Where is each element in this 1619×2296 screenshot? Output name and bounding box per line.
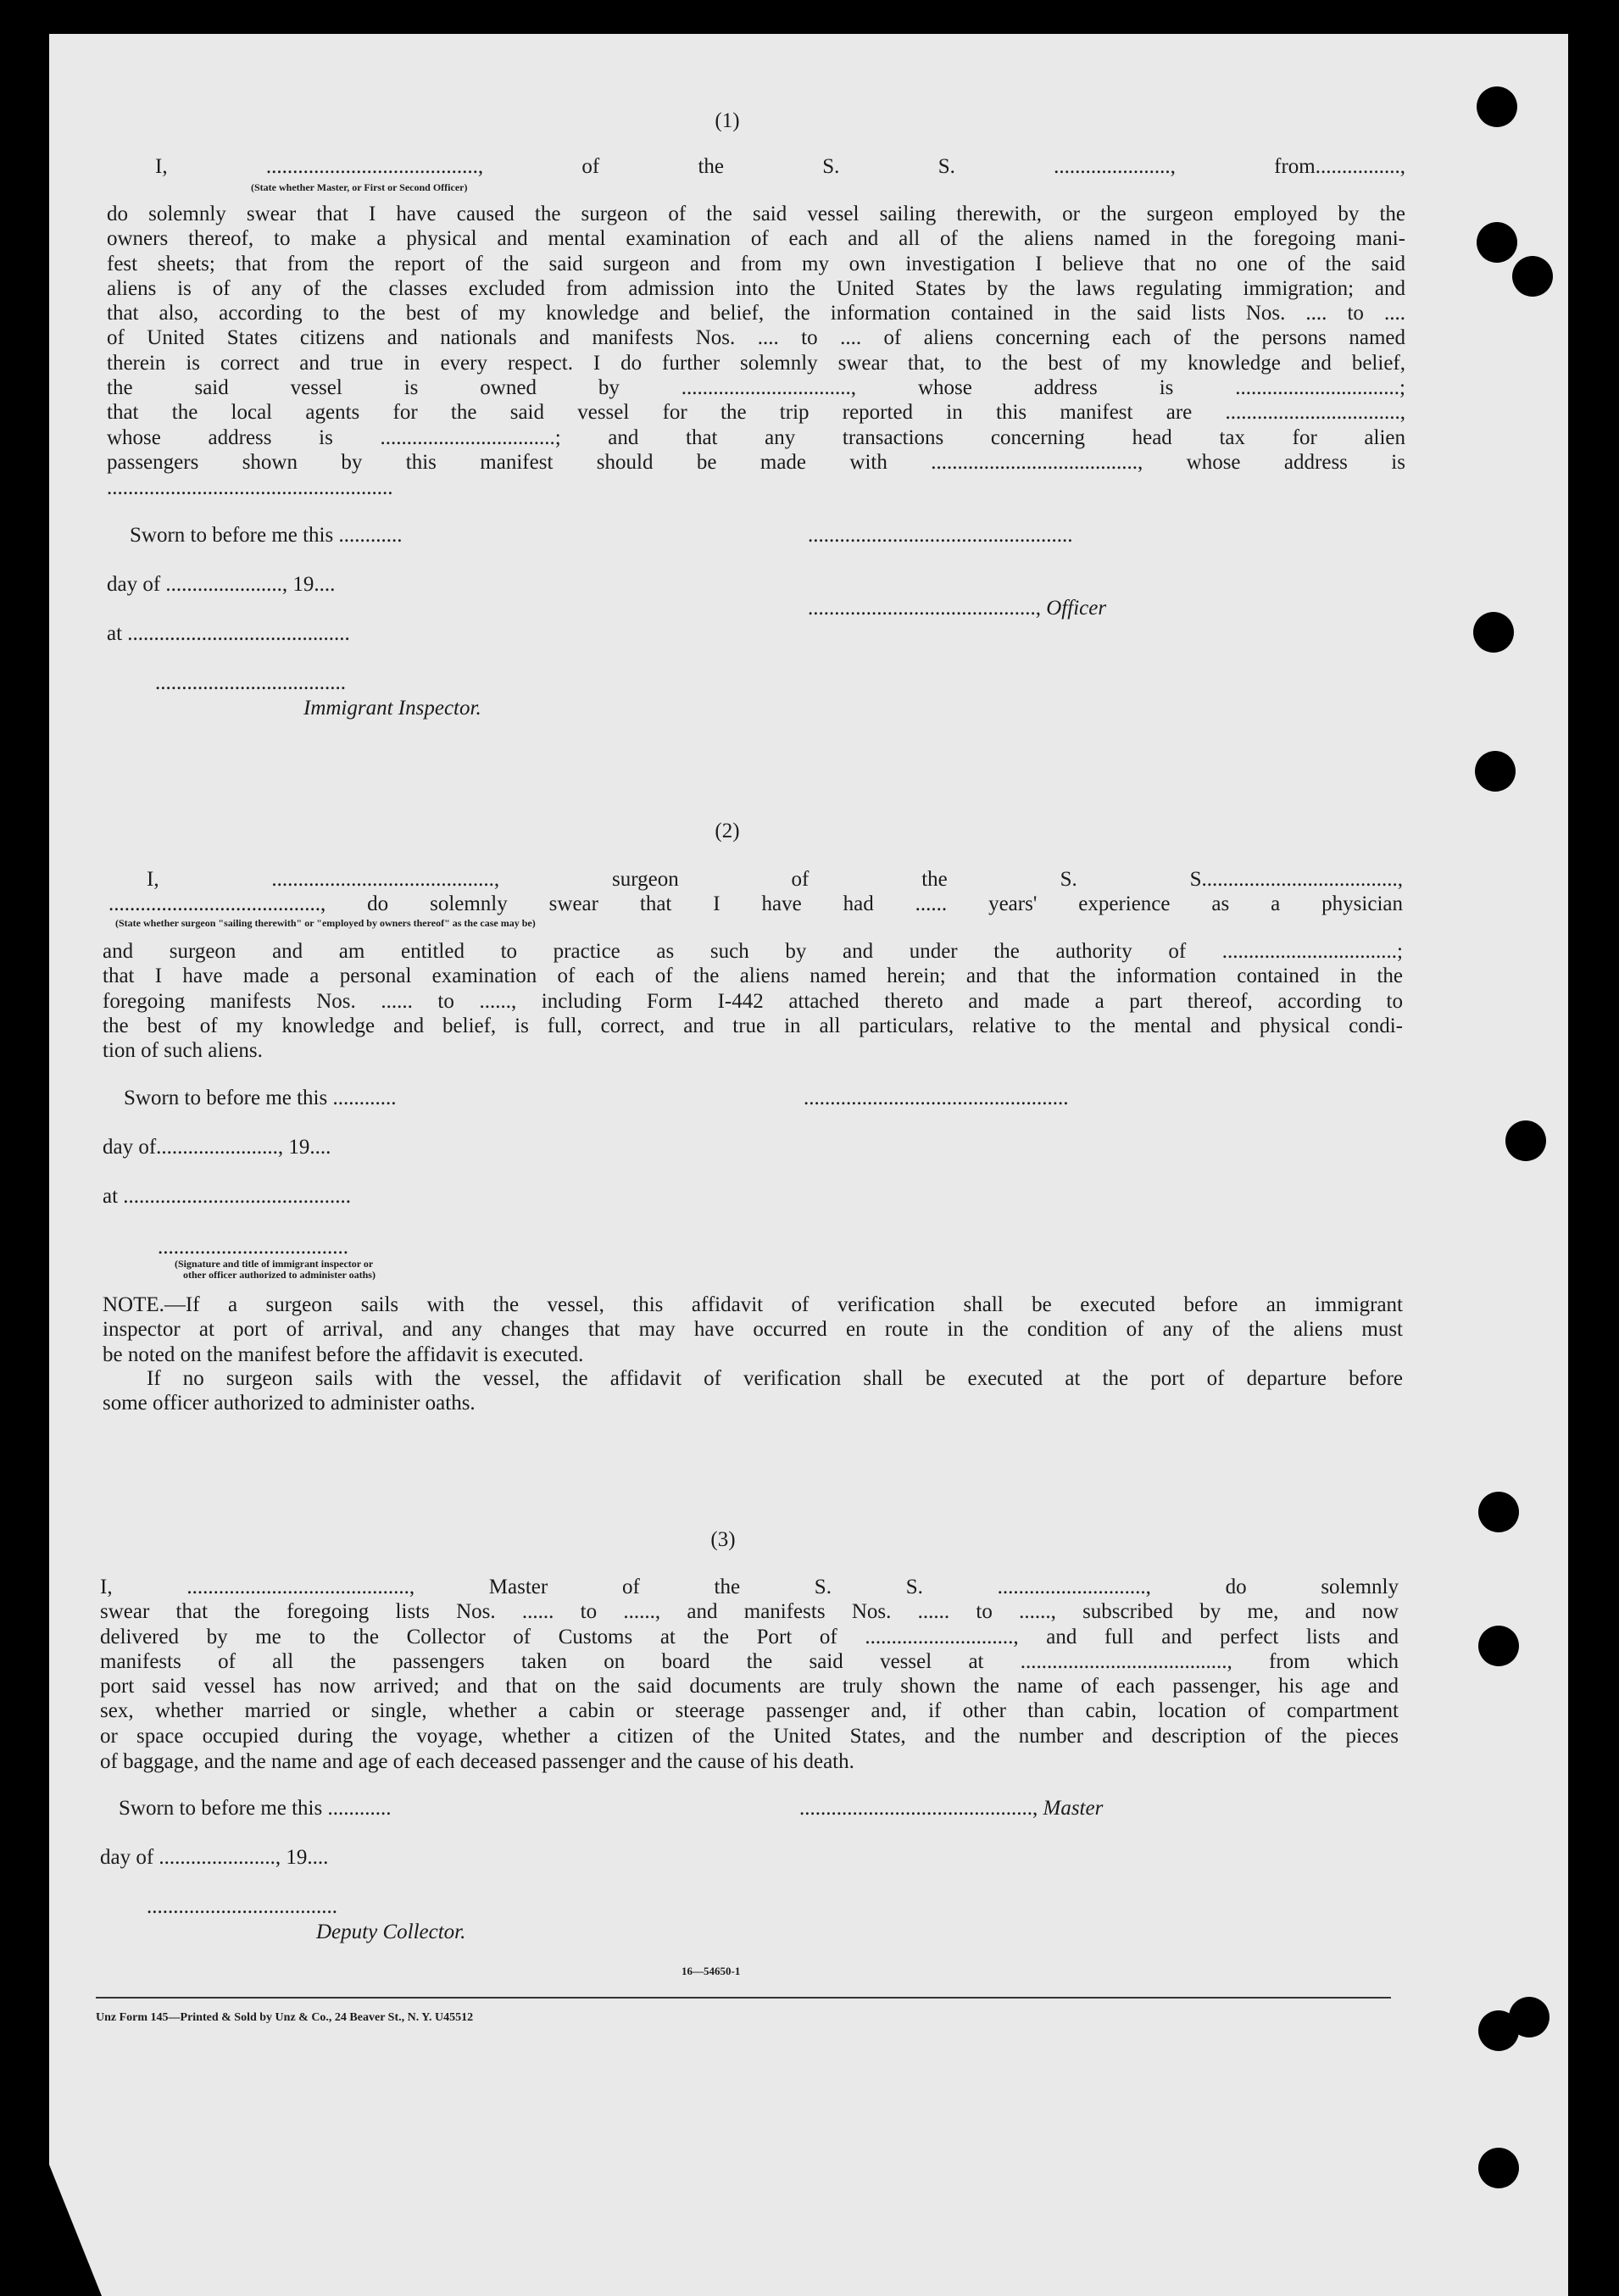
section-3-master-line: ............................................, Master: [799, 1797, 1104, 1820]
footer-imprint: Unz Form 145—Printed & Sold by Unz & Co., 24 Beaver St., N. Y. U45512: [96, 2011, 474, 2024]
punch-hole: [1478, 2010, 1519, 2051]
section-1-number: (1): [715, 109, 740, 132]
punch-hole: [1478, 1492, 1519, 1532]
section-1-sworn: Sworn to before me this ............: [130, 524, 403, 547]
section-2-body: and surgeon and am entitled to practice as such by and under the authority of .................................; that I have made a personal examination of each of the aliens named herein; and that the information contained in the foregoing manifests Nos. ...... to ......, including Form I-442 attached thereto and made a part thereof, according to the best of my knowledge and belief, is full, correct, and true in all particulars, relative to the mental and physical condi-: [103, 940, 1403, 1037]
section-3-deputy-label: Deputy Collector.: [316, 1921, 466, 1943]
form-code: 16—54650-1: [682, 1965, 741, 1977]
section-1-body: do solemnly swear that I have caused the surgeon of the said vessel sailing therewith, or the surgeon employed by the owners thereof, to make a physical and mental examination of each and all of the aliens named in the foregoing mani- fest sheets; that from the report of the said surgeon and from my own investigation I believe that no one of the said aliens is of any of the classes excluded from admission into the United States by the laws regulating immigration; and that also, according to the best of my knowledge and belief, the information contained in the said lists Nos. .... to .... of United States citizens and nationals and manifests Nos. .... to .... of aliens concerning each of the persons named therein is correct and true in every respect. I do further solemnly swear that, to the best of my knowledge and belief, the said vessel is owned by ................................, whose address is ...............................; that the local agents for the said vessel for the trip reported in this manifest are ................................., whose address is .................................; and that any transactions concerning head tax for alien passengers shown by this manifest should be made with ......................................., whose address is: [107, 203, 1405, 474]
form-page: [49, 34, 1568, 2296]
section-1-at: at ..........................................: [107, 622, 350, 645]
section-3-day: day of ......................, 19....: [100, 1846, 329, 1869]
section-3-deputy-dots: ....................................: [147, 1895, 337, 1918]
section-1-inspector-label: Immigrant Inspector.: [303, 697, 481, 720]
section-2-signature-line: ..................................................: [804, 1087, 1069, 1109]
section-3-sworn: Sworn to before me this ............: [119, 1797, 392, 1820]
section-2-signature-dots: ....................................: [158, 1236, 348, 1259]
torn-corner: [0, 2042, 102, 2296]
section-3-number: (3): [710, 1528, 736, 1551]
section-2-at: at ...........................................: [103, 1185, 352, 1208]
section-2-signature-note-2: other officer authorized to administer oaths): [183, 1269, 376, 1281]
section-1-signature-line: ..................................................: [808, 524, 1073, 547]
section-2-note-2-last: some officer authorized to administer oaths.: [103, 1392, 476, 1415]
punch-hole: [1473, 612, 1514, 653]
punch-hole: [1505, 1120, 1546, 1161]
section-2-sworn: Sworn to before me this ............: [124, 1087, 397, 1109]
section-2-number: (2): [715, 820, 740, 842]
section-2-note: NOTE.—If a surgeon sails with the vessel, this affidavit of verification shall be executed before an immigrant inspector at port of arrival, and any changes that may have occurred en route in the condition of any of the aliens must: [103, 1293, 1403, 1342]
section-2-body-last: tion of such aliens.: [103, 1039, 263, 1062]
punch-hole: [1477, 86, 1517, 127]
punch-hole: [1478, 1626, 1519, 1666]
section-2-note-2: If no surgeon sails with the vessel, the affidavit of verification shall be executed at the port of departure before: [147, 1367, 1403, 1390]
section-1-first-line: I, ........................................, of the S. S. ......................, from................,: [155, 155, 1405, 178]
section-1-officer-note: (State whether Master, or First or Second Officer): [251, 181, 468, 193]
section-1-day: day of ......................, 19....: [107, 573, 336, 596]
section-2-signature-note-1: (Signature and title of immigrant inspector or: [175, 1258, 374, 1270]
section-2-note-last: be noted on the manifest before the affidavit is executed.: [103, 1343, 584, 1366]
section-2-first-line: I, .........................................., surgeon of the S. S.....................................,: [147, 868, 1403, 891]
section-1-officer-line: ..........................................., Officer: [808, 597, 1107, 620]
punch-hole: [1512, 256, 1553, 297]
section-3-body-last: of baggage, and the name and age of each deceased passenger and the cause of his death.: [100, 1750, 854, 1773]
section-2-day: day of......................., 19....: [103, 1136, 331, 1159]
section-1-inspector-dots: ....................................: [155, 671, 346, 694]
footer-rule: [96, 1997, 1391, 1999]
punch-hole: [1478, 2148, 1519, 2188]
section-1-trailing-dots: ......................................................: [107, 476, 393, 499]
section-2-surgeon-note: (State whether surgeon "sailing therewith" or "employed by owners thereof" as the case may be): [115, 917, 536, 929]
punch-hole: [1475, 751, 1516, 792]
punch-hole: [1477, 222, 1517, 263]
section-2-second-line: ........................................, do solemnly swear that I have had ...... years' experience as a physician: [108, 892, 1403, 915]
section-3-body: I, .........................................., Master of the S. S. ............................, do solemnly swear that the foregoing lists Nos. ...... to ......, and manifests Nos. ...... to ......, subscribed by me, and now delivered by me to the Collector of Customs at the Port of ............................, and full and perfect lists and manifests of all the passengers taken on board the said vessel at ......................................., from which port said vessel has now arrived; and that on the said documents are truly shown the name of each passenger, his age and sex, whether married or single, whether a cabin or steerage passenger and, if other than cabin, location of compartment or space occupied during the voyage, whether a citizen of the United States, and the number and description of the pieces: [100, 1576, 1399, 1748]
